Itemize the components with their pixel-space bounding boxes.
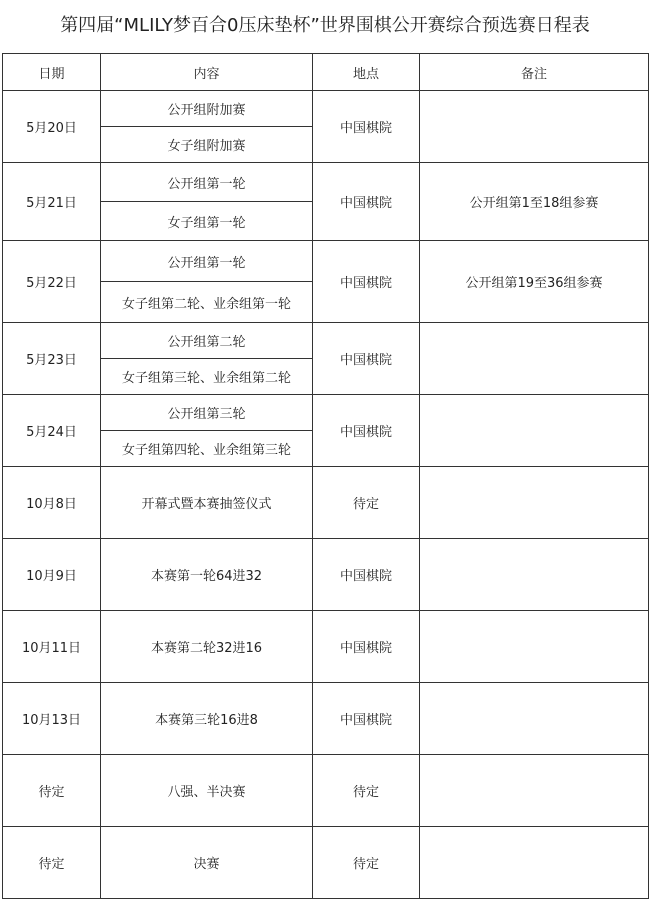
location-cell: 中国棋院 (313, 683, 420, 755)
notes-cell (420, 827, 649, 899)
notes-cell: 公开组第1至18组参赛 (420, 163, 649, 241)
notes-cell (420, 755, 649, 827)
location-cell: 中国棋院 (313, 395, 420, 467)
header-location: 地点 (313, 54, 420, 91)
date-cell: 10月9日 (3, 539, 101, 611)
table-row (3, 827, 649, 899)
notes-cell (420, 91, 649, 163)
notes-cell (420, 395, 649, 467)
notes-cell: 公开组第19至36组参赛 (420, 241, 649, 323)
location-cell: 待定 (313, 467, 420, 539)
date-cell: 5月20日 (3, 91, 101, 163)
location-cell: 中国棋院 (313, 163, 420, 241)
date-cell: 10月13日 (3, 683, 101, 755)
content-cell: 本赛第一轮64进32 (101, 539, 313, 611)
table-row (3, 683, 649, 755)
content-cell: 女子组第四轮、业余组第三轮 (101, 431, 313, 467)
header-notes: 备注 (420, 54, 649, 91)
notes-cell (420, 611, 649, 683)
content-cell: 公开组附加赛 (101, 91, 313, 127)
notes-cell (420, 683, 649, 755)
date-cell: 10月8日 (3, 467, 101, 539)
date-cell: 5月23日 (3, 323, 101, 395)
content-cell: 本赛第二轮32进16 (101, 611, 313, 683)
table-row (3, 241, 649, 282)
content-cell: 女子组第一轮 (101, 202, 313, 241)
location-cell: 中国棋院 (313, 539, 420, 611)
date-cell: 5月24日 (3, 395, 101, 467)
location-cell: 中国棋院 (313, 611, 420, 683)
table-row (3, 755, 649, 827)
location-cell: 中国棋院 (313, 241, 420, 323)
content-cell: 公开组第一轮 (101, 241, 313, 282)
notes-cell (420, 539, 649, 611)
content-cell: 八强、半决赛 (101, 755, 313, 827)
header-content: 内容 (101, 54, 313, 91)
content-cell: 公开组第三轮 (101, 395, 313, 431)
table-row (3, 323, 649, 359)
content-cell: 开幕式暨本赛抽签仪式 (101, 467, 313, 539)
notes-cell (420, 323, 649, 395)
table-row (3, 163, 649, 202)
content-cell: 女子组第三轮、业余组第二轮 (101, 359, 313, 395)
date-cell: 5月22日 (3, 241, 101, 323)
content-cell: 女子组附加赛 (101, 127, 313, 163)
notes-cell (420, 467, 649, 539)
content-cell: 本赛第三轮16进8 (101, 683, 313, 755)
date-cell: 待定 (3, 827, 101, 899)
location-cell: 待定 (313, 827, 420, 899)
date-cell: 5月21日 (3, 163, 101, 241)
table-row (3, 395, 649, 431)
header-row (3, 54, 649, 91)
content-cell: 女子组第二轮、业余组第一轮 (101, 282, 313, 323)
date-cell: 待定 (3, 755, 101, 827)
content-cell: 公开组第一轮 (101, 163, 313, 202)
content-cell: 公开组第二轮 (101, 323, 313, 359)
document-title: 第四届“MLILY梦百合0压床垫杯”世界围棋公开赛综合预选赛日程表 (60, 15, 590, 36)
header-date: 日期 (3, 54, 101, 91)
table-row (3, 91, 649, 127)
location-cell: 中国棋院 (313, 91, 420, 163)
schedule-table (2, 53, 649, 899)
content-cell: 决赛 (101, 827, 313, 899)
table-row (3, 539, 649, 611)
location-cell: 中国棋院 (313, 323, 420, 395)
date-cell: 10月11日 (3, 611, 101, 683)
table-row (3, 611, 649, 683)
table-row (3, 467, 649, 539)
location-cell: 待定 (313, 755, 420, 827)
